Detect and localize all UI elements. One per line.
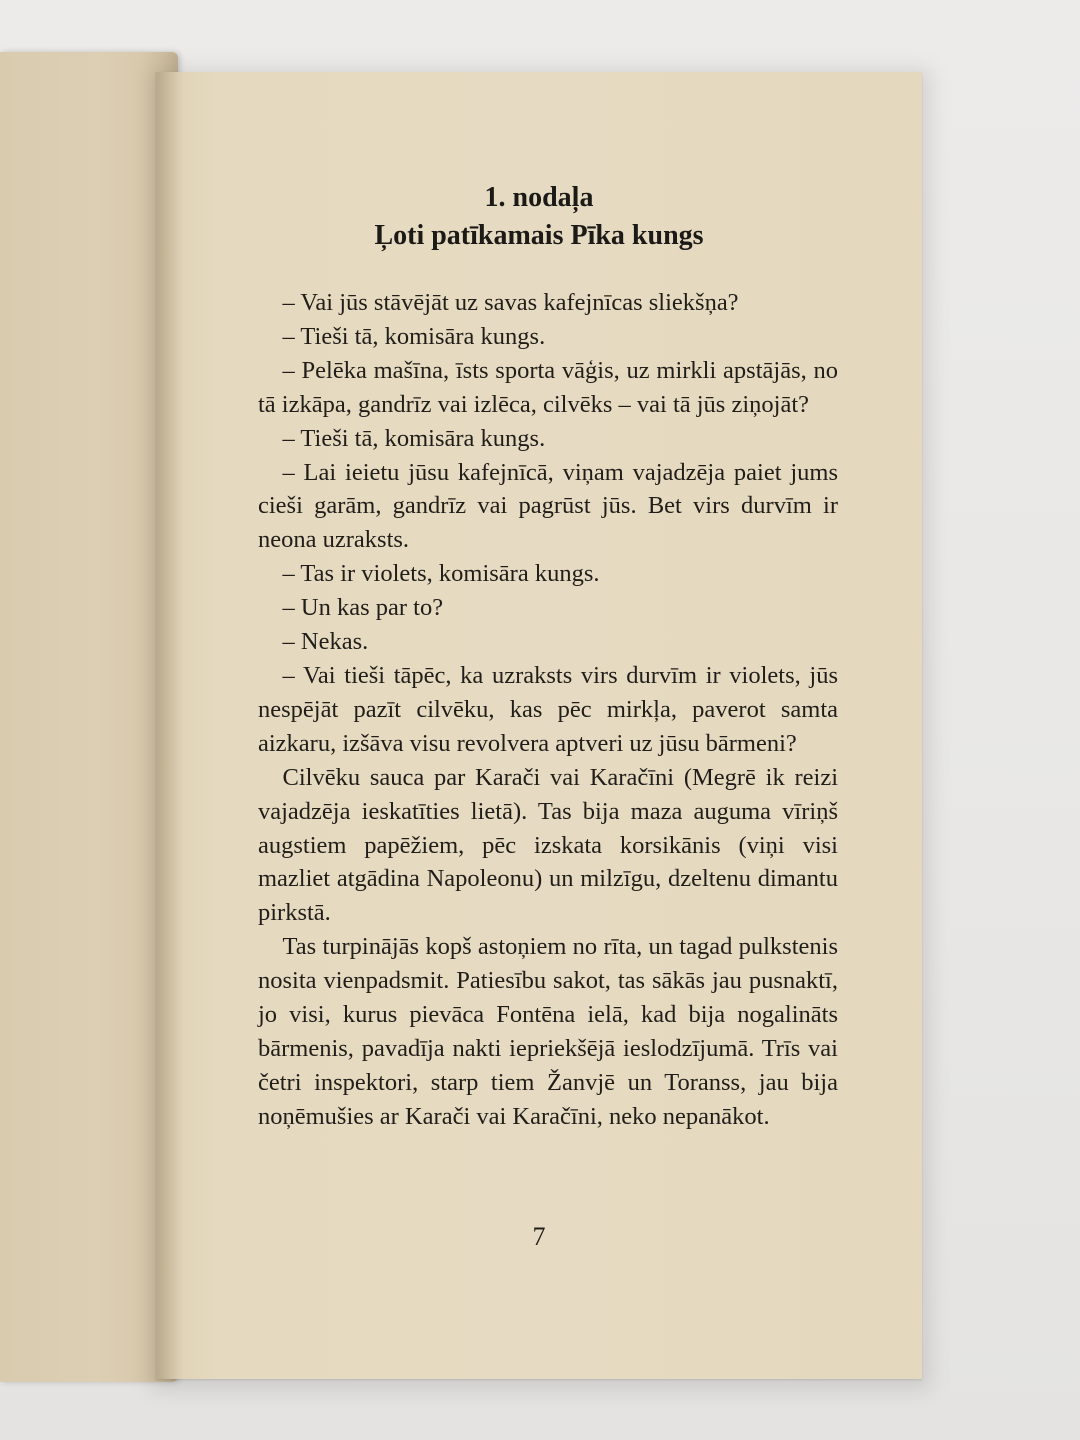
paragraph: – Vai tieši tāpēc, ka uzraksts virs durvīm ir violets, jūs nespējāt pazīt cilvēku, kas pēc mirkļa, paverot samta aizkaru, izšāva visu revolvera aptveri uz jūsu bārmeni? (258, 661, 838, 757)
paragraph: – Vai jūs stāvējāt uz savas kafejnīcas sliekšņa? (282, 289, 739, 316)
paragraph: – Tieši tā, komisāra kungs. (282, 424, 546, 452)
paragraph: – Pelēka mašīna, īsts sporta vāģis, uz mirkli apstājās, no tā izkāpa, gandrīz vai izlēca, cilvēks – vai tā jūs ziņojāt? (258, 356, 838, 418)
chapter-number: 1. nodaļa (484, 182, 594, 213)
page-number: 7 (532, 1222, 546, 1251)
page-gutter (156, 72, 184, 1379)
paragraph: Cilvēku sauca par Karači vai Karačīni (Megrē ik reizi vajadzēja ieskatīties lietā). Tas bija maza auguma vīriņš augstiem papēžiem, pēc izskata korsikānis (viņi visi mazliet atgādina Napoleonu) un milzīgu, dzeltenu dimantu pirkstā. (258, 763, 838, 927)
body-text (258, 286, 838, 1134)
chapter-title: Ļoti patīkamais Pīka kungs (374, 220, 704, 251)
paragraph: – Nekas. (282, 628, 369, 656)
paragraph: – Lai ieietu jūsu kafejnīcā, viņam vajadzēja paiet jums cieši garām, gandrīz vai pagrūst jūs. Bet virs durvīm ir neona uzraksts. (258, 458, 838, 554)
paragraph: Tas turpinājās kopš astoņiem no rīta, un tagad pulkstenis nosita vienpadsmit. Patiesību sakot, tas sākās jau pusnaktī, jo visi, kurus pievāca Fontēna ielā, kad bija nogalināts bārmenis, pavadīja nakti iepriekšējā ieslodzījumā. Trīs vai četri inspektori, starp tiem Žanvjē un Toranss, jau bija noņēmušies ar Karači vai Karačīni, neko nepanākot. (258, 933, 838, 1130)
book-page (156, 72, 922, 1379)
paragraph: – Tas ir violets, komisāra kungs. (282, 560, 600, 588)
paragraph: – Tieši tā, komisāra kungs. (282, 322, 546, 350)
paragraph: – Un kas par to? (282, 594, 444, 622)
